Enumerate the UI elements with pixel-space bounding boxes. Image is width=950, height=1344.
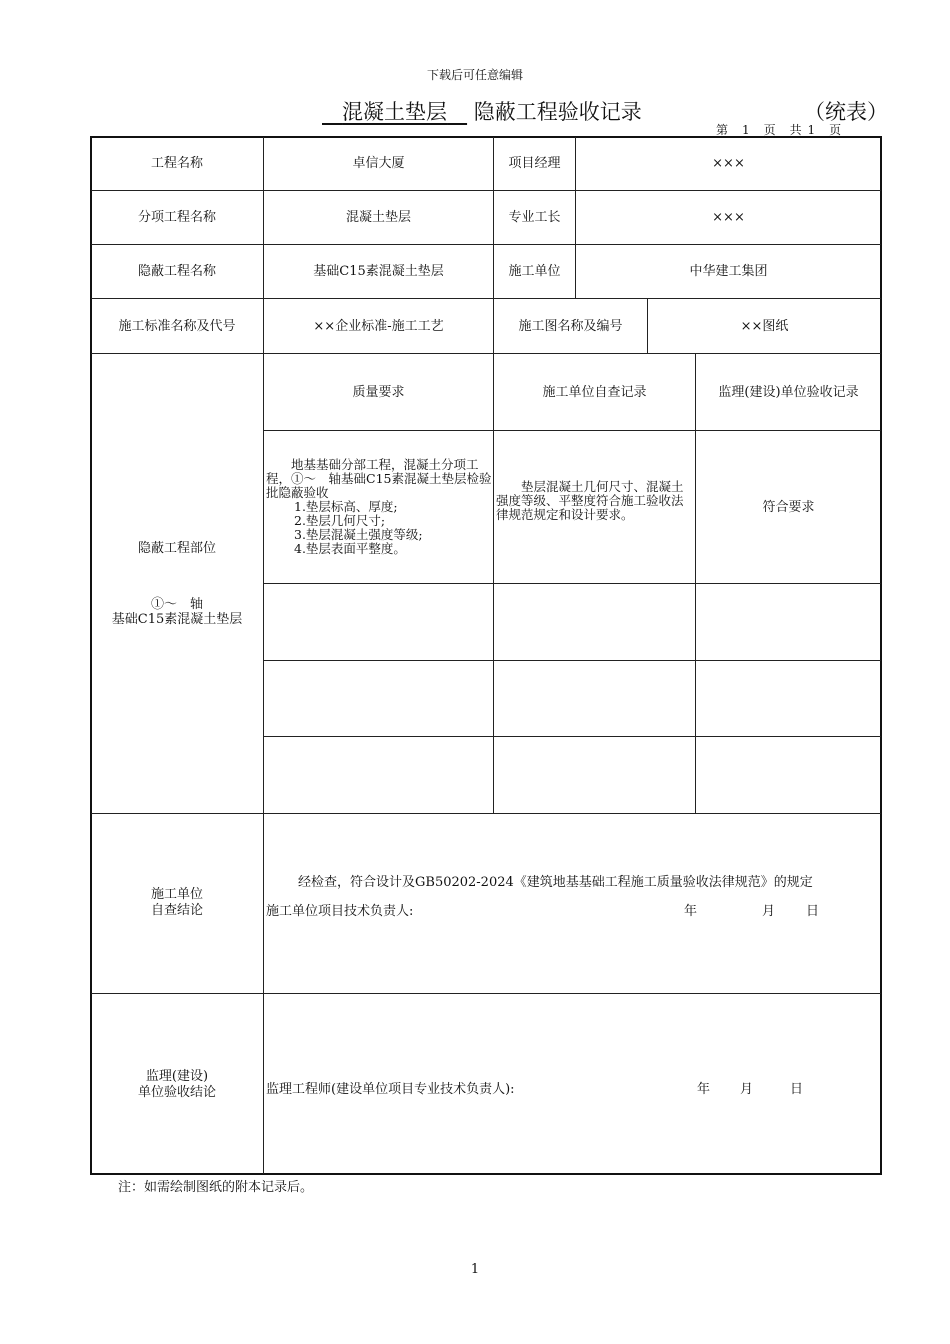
drawing-value: ××图纸: [740, 318, 789, 334]
quality-item: 2.垫层几何尺寸;: [294, 513, 386, 528]
supervision-record: 符合要求: [762, 499, 815, 515]
foreman-value: ×××: [712, 210, 745, 225]
location-detail: 基础C15素混凝土垫层: [111, 611, 243, 627]
self-check-header: 施工单位自查记录: [542, 384, 647, 400]
supervision-header: 监理(建设)单位验收记录: [718, 384, 859, 400]
contractor-label: 施工单位: [508, 264, 561, 279]
quality-item: 1.垫层标高、厚度;: [294, 499, 398, 514]
footer-note: 注：如需绘制图纸的附本记录后。: [118, 1180, 314, 1195]
project-name-label: 工程名称: [150, 156, 203, 171]
self-conclusion-label: 施工单位: [150, 886, 203, 902]
supervision-conclusion-label: 监理(建设): [145, 1068, 209, 1084]
self-conclusion-signer: 施工单位项目技术负责人:: [266, 904, 414, 919]
title-type: （统表）: [804, 100, 888, 124]
self-conclusion-label: 自查结论: [150, 902, 203, 918]
page-title: [322, 96, 642, 126]
row-divider: [91, 993, 881, 994]
supervision-conclusion-day: 日: [790, 1082, 804, 1097]
row-divider: [91, 813, 881, 814]
supervision-conclusion-year: 年: [697, 1082, 711, 1097]
supervision-conclusion-month: 月: [740, 1082, 754, 1097]
self-conclusion-day: 日: [806, 904, 820, 919]
foreman-label: 专业工长: [508, 210, 561, 225]
quality-intro: 地基基础分部工程，混凝土分项工程，①～ 轴基础C15素混凝土垫层检验批隐蔽验收: [266, 457, 492, 500]
hidden-name-value: 基础C15素混凝土垫层: [313, 264, 444, 279]
quality-header: 质量要求: [352, 384, 405, 400]
project-manager-value: ×××: [712, 156, 745, 171]
hidden-name-label: 隐蔽工程名称: [137, 264, 216, 279]
supervision-conclusion-signer: 监理工程师(建设单位项目专业技术负责人):: [266, 1082, 515, 1097]
self-conclusion-month: 月: [762, 904, 776, 919]
supervision-conclusion-label: 单位验收结论: [137, 1084, 216, 1100]
page-info: 第 1 页 共 1 页: [716, 123, 843, 137]
row-divider: [263, 736, 881, 737]
title-main: 隐蔽工程验收记录: [473, 100, 642, 124]
title-subject: 混凝土垫层: [342, 100, 448, 124]
subitem-value: 混凝土垫层: [345, 210, 411, 225]
location-label: 隐蔽工程部位: [137, 540, 216, 556]
drawing-label: 施工图名称及编号: [518, 318, 623, 334]
contractor-value: 中华建工集团: [689, 264, 768, 279]
quality-item: 3.垫层混凝土强度等级;: [294, 527, 423, 542]
header-note: 下载后可任意编辑: [426, 68, 523, 82]
project-name-value: 卓信大厦: [352, 156, 405, 171]
standard-value: ××企业标准-施工工艺: [313, 318, 444, 334]
location-axis: ①～ 轴: [150, 596, 203, 612]
row-divider: [263, 583, 881, 584]
self-conclusion-year: 年: [684, 904, 698, 919]
self-conclusion-text: 经检查，符合设计及GB50202-2024《建筑地基基础工程施工质量验收法律规范》的规定: [298, 875, 813, 890]
self-check-record: 垫层混凝土几何尺寸、混凝土强度等级、平整度符合施工验收法律规范规定和设计要求。: [496, 479, 684, 522]
quality-requirements: [266, 458, 492, 556]
standard-label: 施工标准名称及代号: [118, 318, 236, 334]
subitem-label: 分项工程名称: [137, 210, 216, 225]
row-divider: [263, 660, 881, 661]
quality-item: 4.垫层表面平整度。: [294, 541, 406, 556]
project-manager-label: 项目经理: [508, 156, 561, 171]
page-number: 1: [470, 1262, 480, 1277]
